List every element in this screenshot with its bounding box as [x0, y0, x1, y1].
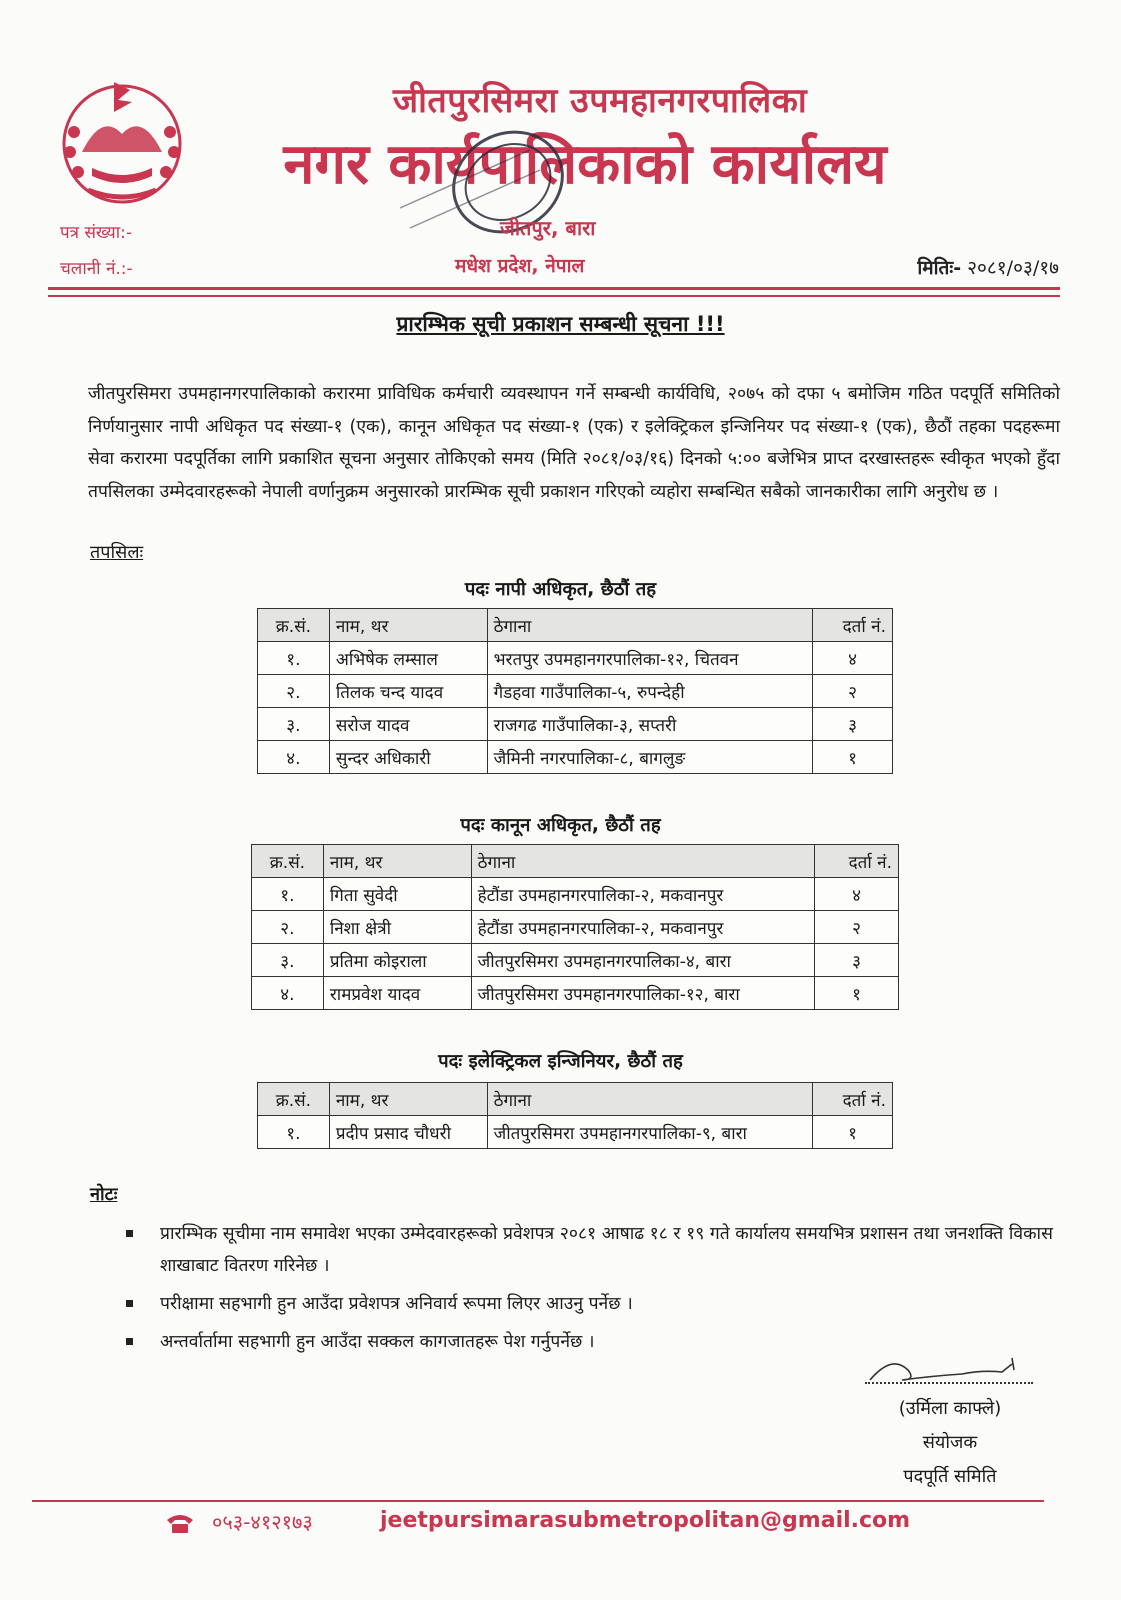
cell-name: रामप्रवेश यादव [323, 977, 471, 1010]
table-header-row [252, 845, 899, 878]
note-item [126, 1288, 1056, 1320]
table-row [258, 1116, 893, 1149]
cell-name: तिलक चन्द यादव [329, 675, 487, 708]
cell-name: गिता सुवेदी [323, 878, 471, 911]
cell-address: जीतपुरसिमरा उपमहानगरपालिका-४, बारा [471, 944, 815, 977]
office-name: नगर कार्यपालिकाको कार्यालय [283, 132, 887, 197]
footer-email[interactable]: jeetpursimarasubmetropolitan@gmail.com [380, 1508, 911, 1533]
signatory-committee: पदपूर्ति समिति [903, 1466, 997, 1487]
survey-officer-table [257, 608, 893, 774]
cell-sn: १. [258, 642, 330, 675]
col-header-reg: दर्ता नं. [815, 845, 899, 878]
bullet-icon [126, 1300, 133, 1307]
cell-sn: ४. [252, 977, 324, 1010]
col-header-sn: क्र.सं. [252, 845, 324, 878]
cell-sn: २. [258, 675, 330, 708]
notice-date [917, 254, 1059, 280]
notice-title: प्रारम्भिक सूची प्रकाशन सम्बन्धी सूचना !!! [396, 312, 725, 336]
cell-address: जीतपुरसिमरा उपमहानगरपालिका-१२, बारा [471, 977, 815, 1010]
cell-reg: २ [815, 911, 899, 944]
col-header-address: ठेगाना [487, 609, 813, 642]
table-row [258, 642, 893, 675]
table-row [258, 741, 893, 774]
footer-divider [32, 1500, 1044, 1502]
legal-officer-table [251, 844, 899, 1010]
note-text: परीक्षामा सहभागी हुन आउँदा प्रवेशपत्र अनिवार्य रूपमा लिएर आउनु पर्नेछ । [160, 1294, 633, 1314]
cell-sn: ३. [252, 944, 324, 977]
cell-reg: ३ [815, 944, 899, 977]
table-title-survey-officer: पदः नापी अधिकृत, छैठौं तह [464, 579, 657, 600]
handwritten-signature [862, 1340, 1032, 1396]
date-value: २०८१/०३/१७ [967, 257, 1059, 279]
cell-name: सुन्दर अधिकारी [329, 741, 487, 774]
notice-body: जीतपुरसिमरा उपमहानगरपालिकाको करारमा प्राविधिक कर्मचारी व्यवस्थापन गर्ने सम्बन्धी कार्यविधि, २०७५ को दफा ५ बमोजिम गठित पदपूर्ति समितिको निर्णयानुसार नापी अधिकृत पद संख्या-१ (एक), कानून अधिकृत पद संख्या-१ (एक) र इलेक्ट्रिकल इन्जिनियर पद संख्या-१ (एक), छैठौं तहका पदहरूमा सेवा करारमा पदपूर्तिका लागि प्रकाशित सूचना अनुसार तोकिएको समय (मिति २०८१/०३/१६) दिनको ५:०० बजेभित्र प्राप्त दरखास्तहरू स्वीकृत भएको हुँदा तपसिलका उम्मेदवारहरूको नेपाली वर्णानुक्रम अनुसारको प्रारम्भिक सूची प्रकाशन गरिएको व्यहोरा सम्बन्धित सबैको जानकारीका लागि अनुरोध छ । [88, 384, 1060, 502]
table-header-row [258, 1083, 893, 1116]
letter-number-label: पत्र संख्या:- [60, 223, 133, 243]
table-row [258, 708, 893, 741]
col-header-name: नाम, थर [329, 1083, 487, 1116]
table-row [252, 911, 899, 944]
municipality-name: जीतपुरसिमरा उपमहानगरपालिका [392, 81, 808, 121]
note-title: नोटः [90, 1184, 118, 1205]
col-header-sn: क्र.सं. [258, 609, 330, 642]
table-row [252, 944, 899, 977]
col-header-address: ठेगाना [487, 1083, 813, 1116]
cell-name: सरोज यादव [329, 708, 487, 741]
cell-reg: ४ [815, 878, 899, 911]
cell-reg: १ [813, 741, 893, 774]
cell-address: हेटौंडा उपमहानगरपालिका-२, मकवानपुर [471, 911, 815, 944]
cell-reg: ४ [813, 642, 893, 675]
table-row [252, 878, 899, 911]
office-city: जीतपुर, बारा [500, 216, 596, 240]
nepal-emblem-logo [52, 72, 192, 212]
cell-sn: ४. [258, 741, 330, 774]
col-header-name: नाम, थर [329, 609, 487, 642]
cell-name: प्रतिमा कोइराला [323, 944, 471, 977]
cell-address: जैमिनी नगरपालिका-८, बागलुङ [487, 741, 813, 774]
cell-address: गैडहवा गाउँपालिका-५, रुपन्देही [487, 675, 813, 708]
signature-line [865, 1382, 1033, 1384]
table-row [252, 977, 899, 1010]
date-label: मितिः- [917, 257, 962, 279]
electrical-engineer-table [257, 1082, 893, 1149]
table-title-electrical-engineer: पदः इलेक्ट्रिकल इन्जिनियर, छैठौं तह [438, 1051, 683, 1072]
col-header-address: ठेगाना [471, 845, 815, 878]
col-header-name: नाम, थर [323, 845, 471, 878]
table-header-row [258, 609, 893, 642]
note-item [126, 1218, 1056, 1282]
bullet-icon [126, 1338, 133, 1345]
col-header-reg: दर्ता नं. [813, 609, 893, 642]
footer-phone: ०५३-४१२१७३ [212, 1510, 313, 1534]
cell-address: जीतपुरसिमरा उपमहानगरपालिका-९, बारा [487, 1116, 813, 1149]
table-title-legal-officer: पदः कानून अधिकृत, छैठौं तह [460, 815, 661, 836]
cell-reg: १ [815, 977, 899, 1010]
bullet-icon [126, 1230, 133, 1237]
cell-name: प्रदीप प्रसाद चौधरी [329, 1116, 487, 1149]
cell-address: भरतपुर उपमहानगरपालिका-१२, चितवन [487, 642, 813, 675]
col-header-sn: क्र.सं. [258, 1083, 330, 1116]
cell-reg: ३ [813, 708, 893, 741]
cell-sn: ३. [258, 708, 330, 741]
cell-sn: २. [252, 911, 324, 944]
cell-name: अभिषेक लम्साल [329, 642, 487, 675]
details-label: तपसिलः [90, 542, 144, 563]
cell-name: निशा क्षेत्री [323, 911, 471, 944]
signatory-name: (उर्मिला काफ्ले) [898, 1398, 1002, 1419]
header-divider [48, 287, 1060, 290]
table-row [258, 675, 893, 708]
cell-address: हेटौंडा उपमहानगरपालिका-२, मकवानपुर [471, 878, 815, 911]
note-text: प्रारम्भिक सूचीमा नाम समावेश भएका उम्मेदवारहरूको प्रवेशपत्र २०८१ आषाढ १८ र १९ गते कार्यालय समयभित्र प्रशासन तथा जनशक्ति विकास शाखाबाट वितरण गरिनेछ । [160, 1224, 1053, 1276]
header-divider-thin [48, 295, 1060, 297]
telephone-icon [165, 1512, 195, 1534]
signatory-role: संयोजक [922, 1432, 978, 1453]
col-header-reg: दर्ता नं. [813, 1083, 893, 1116]
dispatch-number-label: चलानी नं.:- [60, 259, 133, 279]
note-text: अन्तर्वार्तामा सहभागी हुन आउँदा सक्कल कागजातहरू पेश गर्नुपर्नेछ । [160, 1332, 595, 1352]
cell-sn: १. [252, 878, 324, 911]
cell-reg: १ [813, 1116, 893, 1149]
cell-address: राजगढ गाउँपालिका-३, सप्तरी [487, 708, 813, 741]
cell-reg: २ [813, 675, 893, 708]
office-province: मधेश प्रदेश, नेपाल [455, 255, 585, 277]
cell-sn: १. [258, 1116, 330, 1149]
